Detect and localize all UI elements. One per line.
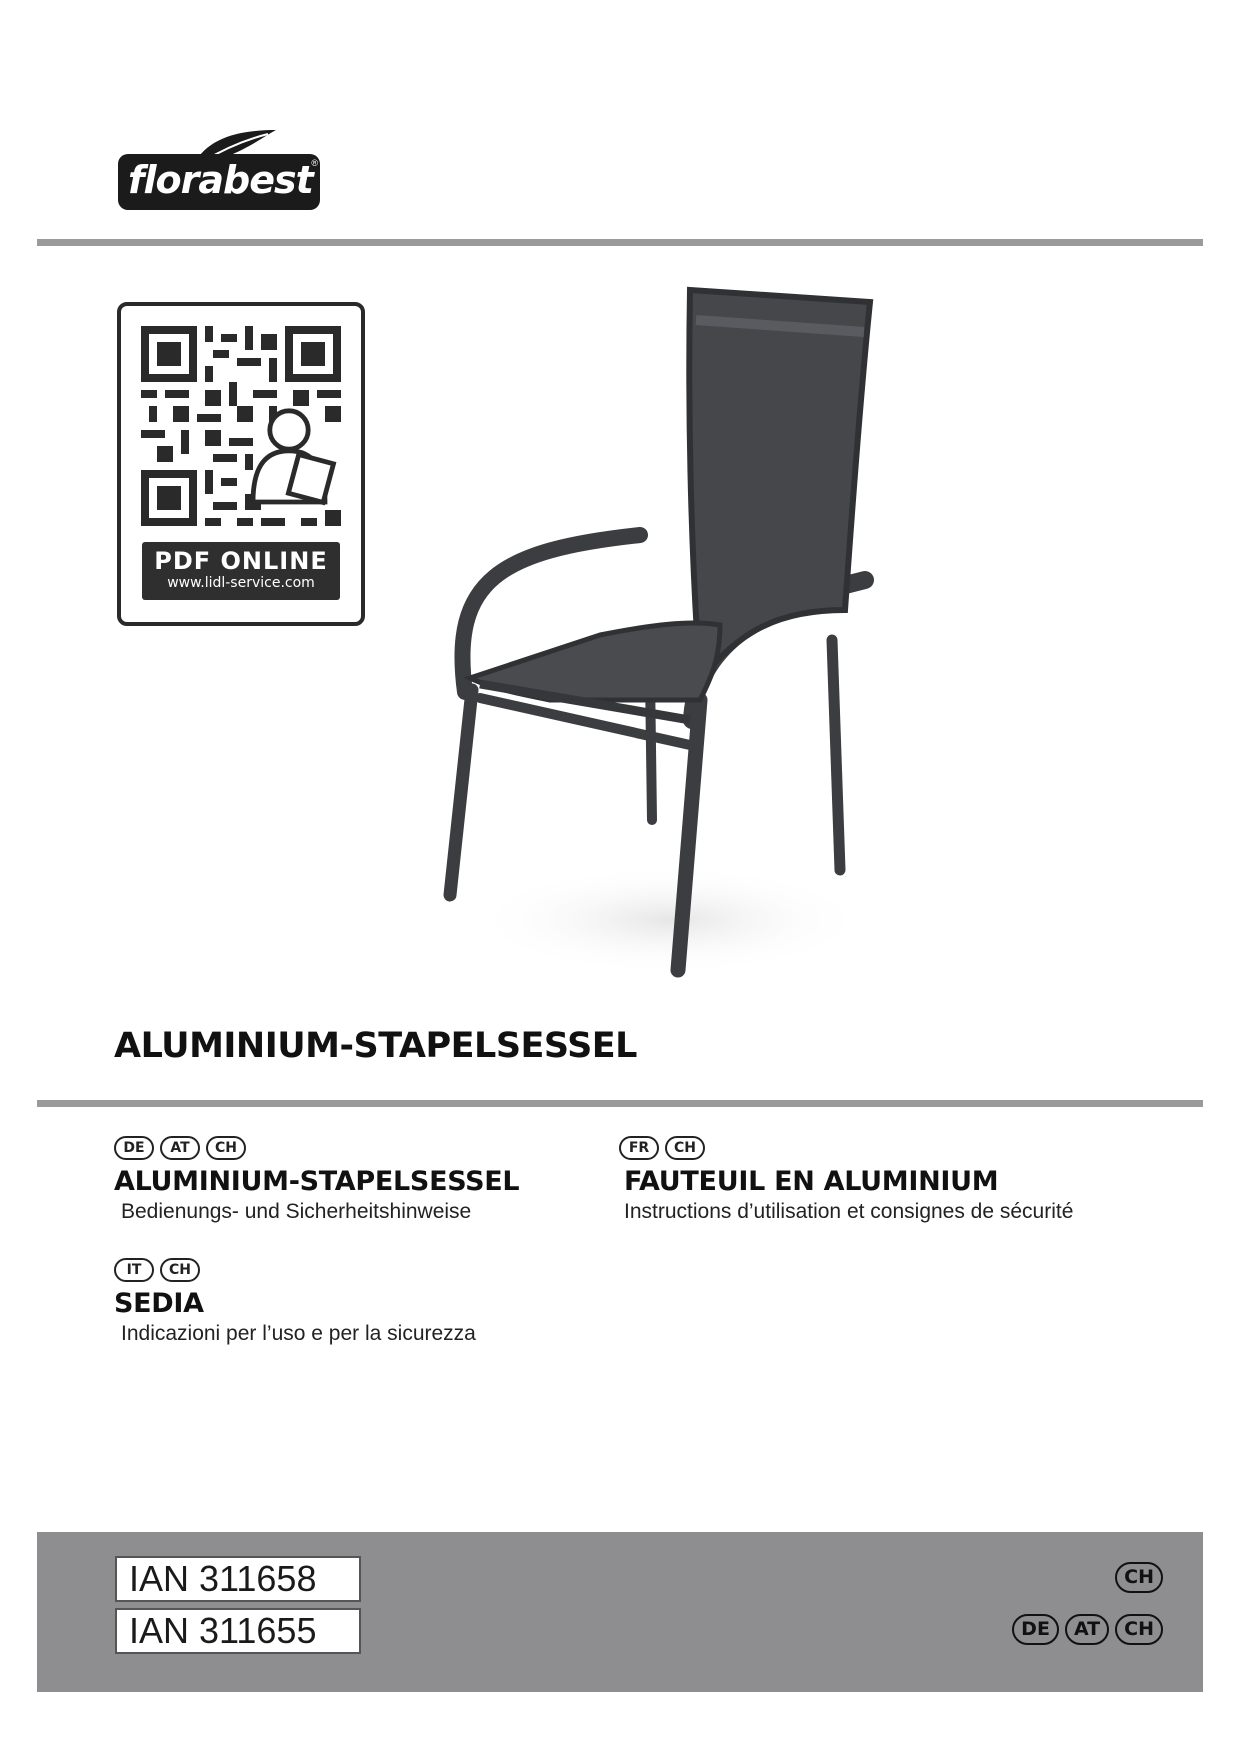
country-badge: AT [160,1136,200,1160]
country-badges-it [114,1258,200,1282]
pdf-online-label [142,542,340,600]
footer-badges-ch [1115,1562,1163,1593]
product-title: ALUMINIUM-STAPELSESSEL [114,1026,637,1066]
country-badge: CH [206,1136,246,1160]
country-badge: IT [114,1258,154,1282]
country-badge: DE [114,1136,154,1160]
qr-code-icon [141,326,341,526]
lang-title-it[interactable]: SEDIA [114,1288,204,1319]
footer-badges-de-at-ch [1012,1614,1163,1645]
country-badge: FR [619,1136,659,1160]
country-badges-fr [619,1136,705,1160]
country-badges-de [114,1136,246,1160]
lang-subtitle-fr: Instructions d’utilisation et consignes de sécurité [624,1200,1074,1223]
ian-number: IAN 311655 [115,1608,361,1654]
country-badge: AT [1065,1614,1109,1645]
country-badge: CH [1115,1614,1163,1645]
ian-number: IAN 311658 [115,1556,361,1602]
lang-subtitle-de: Bedienungs- und Sicherheitshinweise [121,1200,472,1223]
brand-name: florabest [128,158,313,202]
lang-title-de[interactable]: ALUMINIUM-STAPELSESSEL [114,1166,520,1197]
top-divider [37,239,1203,246]
pdf-online-url: www.lidl-service.com [167,575,315,591]
lang-subtitle-it: Indicazioni per l’uso e per la sicurezza [121,1322,476,1345]
country-badge: DE [1012,1614,1059,1645]
qr-code-box[interactable] [117,302,365,626]
lang-title-fr[interactable]: FAUTEUIL EN ALUMINIUM [624,1166,999,1197]
brand-logo [118,128,324,212]
country-badge: CH [1115,1562,1163,1593]
pdf-online-title: PDF ONLINE [154,547,328,575]
country-badge: CH [160,1258,200,1282]
chair-image [420,280,900,1000]
country-badge: CH [665,1136,705,1160]
section-divider [37,1100,1203,1107]
registered-mark: ® [311,158,318,168]
footer-band [37,1532,1203,1692]
